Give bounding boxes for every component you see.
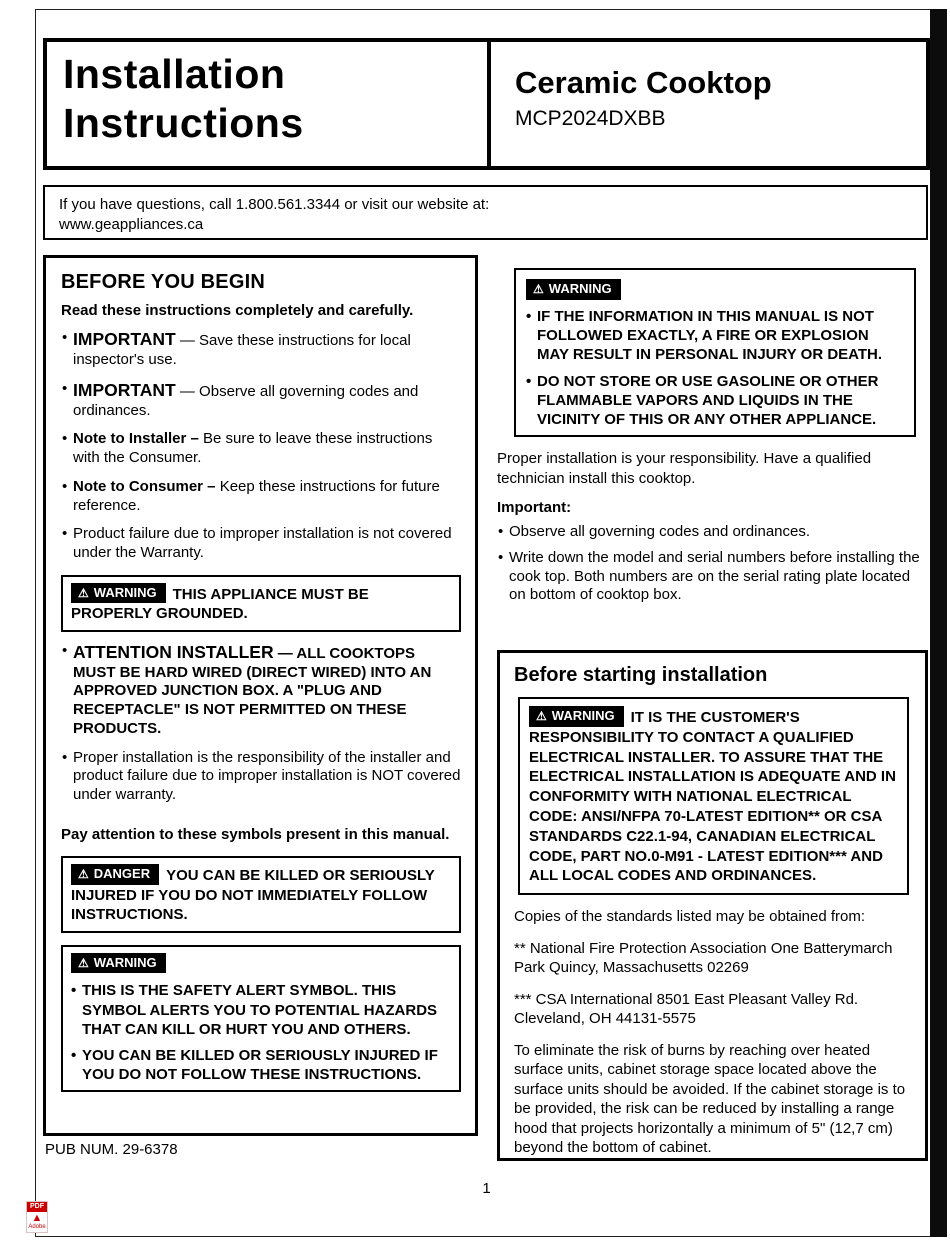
alert-triangle-icon: ⚠	[78, 955, 89, 970]
document-title-line2: Instructions	[63, 100, 304, 147]
electrical-installer-warning-box	[518, 697, 909, 895]
fire-explosion-warning-box	[514, 268, 916, 437]
warning-badge	[71, 583, 166, 604]
installation-responsibility-text	[497, 449, 930, 605]
warning-badge	[71, 953, 166, 974]
alert-triangle-icon: ⚠	[533, 282, 544, 296]
pdf-icon	[26, 1201, 48, 1233]
intro-text: Read these instructions completely and carefully.	[61, 302, 414, 319]
danger-box	[61, 856, 461, 933]
electrical-installer-warning-text: IT IS THE CUSTOMER'S RESPONSIBILITY TO CONTACT A QUALIFIED ELECTRICAL INSTALLER. TO ASSURE THAT THE ELECTRICAL INSTALLATION IS ADEQUATE AND IN CONFORMITY WITH NATIONAL ELECTRICAL CODE: ANSI/NFPA 70-LATEST EDITION** OR CSA STANDARDS C22.1-94, CANADIAN ELECTRICAL CODE, PART NO.0-M91 - LATEST EDITION*** AND ALL LOCAL CODES AND ORDINANCES.	[529, 709, 896, 885]
important-bullet-1: • Observe all governing codes and ordinances.	[497, 523, 930, 542]
pdf-icon-sublabel: Adobe	[28, 1223, 46, 1230]
publication-number: PUB NUM. 29-6378	[45, 1141, 178, 1158]
copies-paragraph: Copies of the standards listed may be obtained from:	[514, 908, 866, 926]
page-number: 1	[482, 1180, 491, 1197]
symbols-note: Pay attention to these symbols present in this manual.	[61, 825, 450, 843]
before-starting-installation-section	[497, 650, 928, 1161]
safety-alert-bullet-2: • YOU CAN BE KILLED OR SERIOUSLY INJURED IF YOU DO NOT FOLLOW THESE INSTRUCTIONS.	[71, 1046, 451, 1084]
section-heading-before-starting: Before starting installation	[514, 664, 768, 686]
contact-line1: If you have questions, call 1.800.561.3344 or visit our website at:	[59, 196, 490, 213]
responsibility-paragraph: Proper installation is your responsibility. Have a qualified technician install this cooktop.	[497, 450, 872, 487]
model-number: MCP2024DXBB	[515, 107, 666, 131]
document-title-line1: Installation	[63, 51, 286, 97]
danger-badge-label: DANGER	[93, 866, 151, 882]
danger-badge	[71, 864, 159, 885]
warning-badge-label: WARNING	[551, 708, 615, 723]
before-you-begin-section	[43, 255, 478, 1136]
standard-csa: *** CSA International 8501 East Pleasant Valley Rd. Cleveland, OH 44131-5575	[514, 990, 859, 1028]
list-item-important-save: • IMPORTANT — Save these instructions for local inspector's use.	[61, 329, 461, 370]
list-item-note-installer: • Note to Installer – Be sure to leave these instructions with the Consumer.	[61, 430, 461, 468]
grounded-warning-box	[61, 575, 461, 632]
warning-badge-label: WARNING	[548, 281, 612, 296]
warning-badge-label: WARNING	[93, 954, 157, 970]
safety-alert-bullet-1: • THIS IS THE SAFETY ALERT SYMBOL. THIS SYMBOL ALERTS YOU TO POTENTIAL HAZARDS THAT CAN KILL OR HURT YOU AND OTHERS.	[71, 981, 451, 1039]
contact-info-box	[43, 185, 928, 240]
pdf-icon-label: PDF	[27, 1202, 47, 1212]
important-label: Important:	[497, 499, 572, 516]
standard-nfpa: ** National Fire Protection Association One Batterymarch Park Quincy, Massachusetts 02269	[514, 939, 893, 977]
burn-risk-paragraph: To eliminate the risk of burns by reaching over heated surface units, cabinet storage space located above the surface units should be avoided. If the cabinet storage is to be provided, the risk can be reduced by installing a range hood that projects horizontally a minimum of 5" (12,7 cm) beyond the bottom of cabinet.	[514, 1041, 906, 1157]
document-header	[43, 38, 930, 170]
list-item-installer-responsibility: • Proper installation is the responsibility of the installer and product failure due to improper installation is NOT covered under warranty.	[61, 749, 461, 805]
section-heading-before-you-begin: BEFORE YOU BEGIN	[61, 271, 265, 293]
list-item-attention-installer: • ATTENTION INSTALLER — ALL COOKTOPS MUST BE HARD WIRED (DIRECT WIRED) INTO AN APPROVED JUNCTION BOX. A "PLUG AND RECEPTACLE" IS NOT PERMITTED ON THESE PRODUCTS.	[61, 642, 461, 739]
product-name: Ceramic Cooktop	[515, 65, 772, 100]
list-item-important-observe: • IMPORTANT — Observe all governing codes and ordinances.	[61, 380, 461, 421]
important-bullet-2: • Write down the model and serial numbers before installing the cook top. Both numbers are on the serial rating plate located on bottom of cooktop box.	[497, 549, 930, 605]
alert-triangle-icon: ⚠	[78, 585, 89, 600]
badge-row	[71, 953, 451, 975]
scan-edge-bar	[930, 9, 947, 1237]
danger-text: YOU CAN BE KILLED OR SERIOUSLY INJURED IF YOU DO NOT IMMEDIATELY FOLLOW INSTRUCTIONS.	[71, 867, 435, 924]
document-title-box	[47, 42, 491, 166]
contact-website: www.geappliances.ca	[59, 215, 204, 233]
fire-warning-bullet-2: • DO NOT STORE OR USE GASOLINE OR OTHER FLAMMABLE VAPORS AND LIQUIDS IN THE VICINITY OF THIS OR ANY OTHER APPLIANCE.	[526, 372, 904, 430]
warning-badge-label: WARNING	[93, 584, 157, 600]
safety-alert-warning-box	[61, 945, 461, 1092]
fire-warning-bullet-1: • IF THE INFORMATION IN THIS MANUAL IS NOT FOLLOWED EXACTLY, A FIRE OR EXPLOSION MAY RESULT IN PERSONAL INJURY OR DEATH.	[526, 307, 904, 365]
alert-triangle-icon: ⚠	[78, 867, 89, 882]
pdf-swoosh-icon: ▲	[31, 1211, 43, 1224]
alert-triangle-icon: ⚠	[536, 709, 547, 723]
list-item-note-consumer: • Note to Consumer – Keep these instructions for future reference.	[61, 478, 461, 516]
warning-badge	[529, 706, 624, 727]
product-box	[491, 42, 926, 166]
badge-row	[526, 279, 904, 300]
grounded-warning-text: THIS APPLIANCE MUST BE PROPERLY GROUNDED.	[71, 585, 369, 623]
list-item-product-failure: • Product failure due to improper installation is not covered under the Warranty.	[61, 525, 461, 563]
warning-badge	[526, 279, 621, 300]
